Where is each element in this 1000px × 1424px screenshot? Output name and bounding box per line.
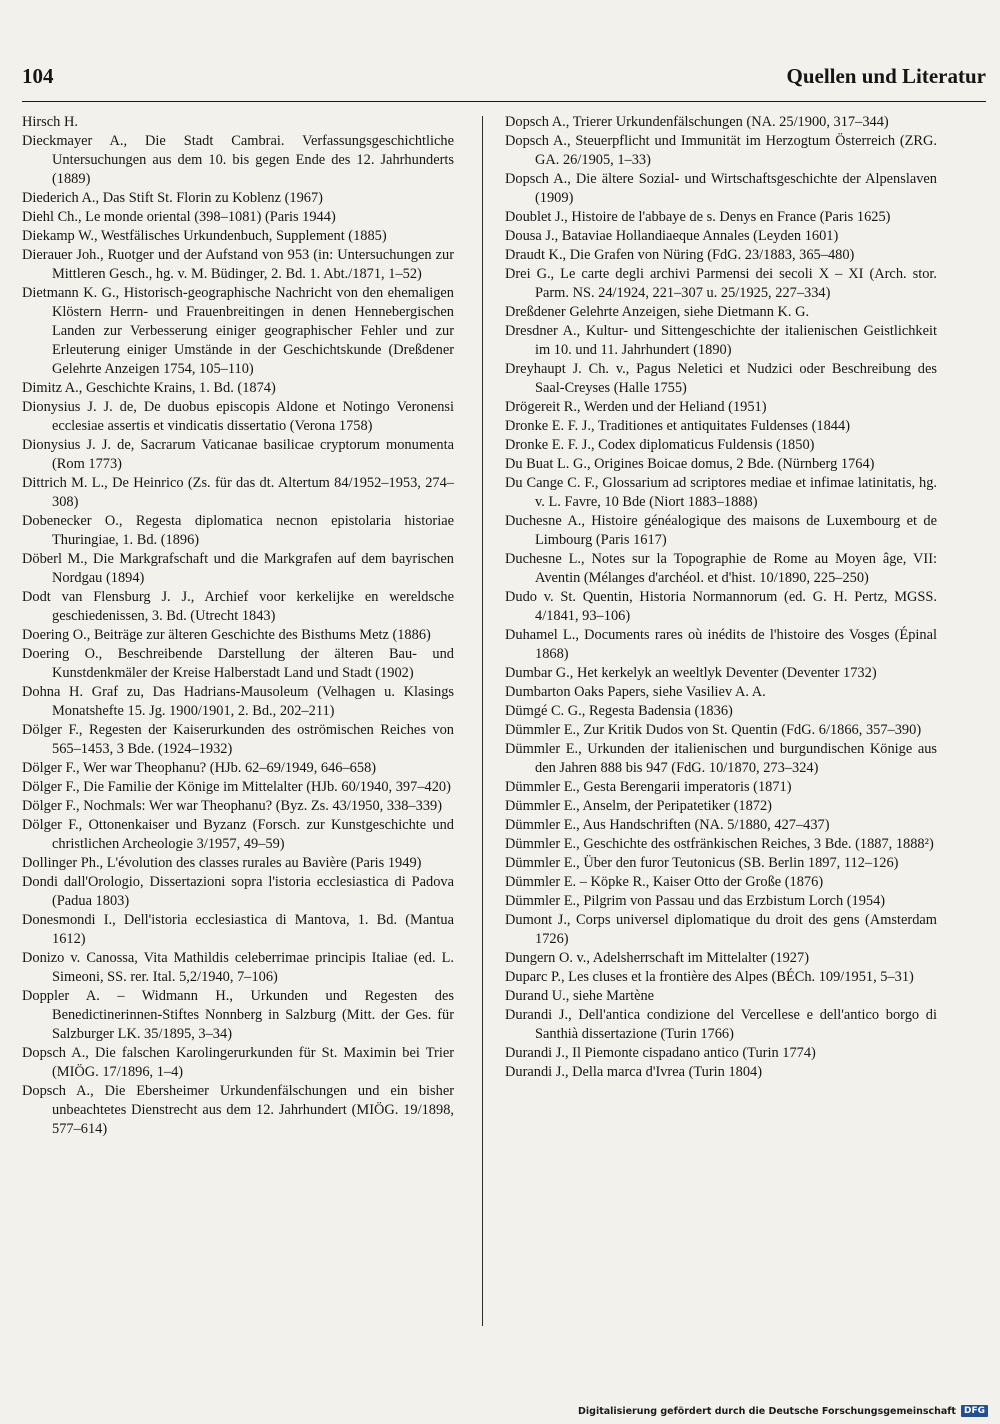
bibliography-entry: Durandi J., Dell'antica condizione del Vercellese e dell'antico borgo di Santhià dissertazione (Turin 1766) xyxy=(505,1007,937,1042)
bibliography-entry: Dümmler E., Pilgrim von Passau und das Erzbistum Lorch (1954) xyxy=(505,893,886,909)
bibliography-entry: Dionysius J. J. de, De duobus episcopis Aldone et Notingo Veronensi ecclesiae assertis et vindicatis dissertatio (Verona 1758) xyxy=(22,399,454,434)
bibliography-entry: Dollinger Ph., L'évolution des classes rurales au Bavière (Paris 1949) xyxy=(22,855,422,871)
footer-credit: Digitalisierung gefördert durch die Deutsche Forschungsgemeinschaft xyxy=(578,1405,956,1417)
bibliography-entry: Dopsch A., Trierer Urkundenfälschungen (NA. 25/1900, 317–344) xyxy=(505,114,889,130)
bibliography-entry: Dousa J., Bataviae Hollandiaeque Annales (Leyden 1601) xyxy=(505,228,839,244)
bibliography-entry: Duhamel L., Documents rares où inédits de l'histoire des Vosges (Épinal 1868) xyxy=(505,627,937,662)
bibliography-entry: Dopsch A., Steuerpflicht und Immunität im Herzogtum Österreich (ZRG. GA. 26/1905, 1–33) xyxy=(505,133,937,168)
bibliography-entry: Dreyhaupt J. Ch. v., Pagus Neletici et Nudzici oder Beschreibung des Saal-Creyses (Halle 1755) xyxy=(505,361,937,396)
bibliography-entry: Dumbar G., Het kerkelyk an weeltlyk Deventer (Deventer 1732) xyxy=(505,665,877,681)
bibliography-entry: Duchesne L., Notes sur la Topographie de Rome au Moyen âge, VII: Aventin (Mélanges d'archéol. et d'hist. 10/1890, 225–250) xyxy=(505,551,937,586)
bibliography-entry: Dreßdener Gelehrte Anzeigen, siehe Dietmann K. G. xyxy=(505,304,810,320)
header-rule xyxy=(22,101,986,102)
bibliography-entry: Dümmler E., Geschichte des ostfränkischen Reiches, 3 Bde. (1887, 1888²) xyxy=(505,836,934,852)
page-number: 104 xyxy=(22,64,54,88)
bibliography-entry: Doublet J., Histoire de l'abbaye de s. Denys en France (Paris 1625) xyxy=(505,209,891,225)
bibliography-entry: Doering O., Beschreibende Darstellung der älteren Bau- und Kunstdenkmäler der Kreise Halberstadt Land und Stadt (1902) xyxy=(22,646,454,681)
bibliography-entry: Dölger F., Ottonenkaiser und Byzanz (Forsch. zur Kunstgeschichte und christlichen Archeologie 3/1957, 49–59) xyxy=(22,817,454,852)
right-column xyxy=(505,113,937,1082)
bibliography-entry: Dungern O. v., Adelsherrschaft im Mittelalter (1927) xyxy=(505,950,809,966)
bibliography-entry: Durandi J., Il Piemonte cispadano antico (Turin 1774) xyxy=(505,1045,816,1061)
bibliography-entry: Dondi dall'Orologio, Dissertazioni sopra l'istoria ecclesiastica di Padova (Padua 1803) xyxy=(22,874,454,909)
bibliography-entry: Dölger F., Die Familie der Könige im Mittelalter (HJb. 60/1940, 397–420) xyxy=(22,779,451,795)
bibliography-entry: Döberl M., Die Markgrafschaft und die Markgrafen auf dem bayrischen Nordgau (1894) xyxy=(22,551,454,586)
bibliography-entry: Diederich A., Das Stift St. Florin zu Koblenz (1967) xyxy=(22,190,323,206)
bibliography-entry: Duparc P., Les cluses et la frontière des Alpes (BÉCh. 109/1951, 5–31) xyxy=(505,969,914,985)
bibliography-entry: Dudo v. St. Quentin, Historia Normannorum (ed. G. H. Pertz, MGSS. 4/1841, 93–106) xyxy=(505,589,937,624)
bibliography-entry: Diekamp W., Westfälisches Urkundenbuch, Supplement (1885) xyxy=(22,228,387,244)
bibliography-entry: Dümmler E., Anselm, der Peripatetiker (1872) xyxy=(505,798,772,814)
bibliography-entry: Dopsch A., Die ältere Sozial- und Wirtschaftsgeschichte der Alpenslaven (1909) xyxy=(505,171,937,206)
bibliography-entry: Dionysius J. J. de, Sacrarum Vaticanae basilicae cryptorum monumenta (Rom 1773) xyxy=(22,437,454,472)
bibliography-entry: Dölger F., Regesten der Kaiserurkunden des oströmischen Reiches von 565–1453, 3 Bde. (1924–1932) xyxy=(22,722,454,757)
bibliography-entry: Dresdner A., Kultur- und Sittengeschichte der italienischen Geistlichkeit im 10. und 11. Jahrhundert (1890) xyxy=(505,323,937,358)
bibliography-entry: Hirsch H. xyxy=(22,114,78,130)
bibliography-entry: Doppler A. – Widmann H., Urkunden und Regesten des Benedictinerinnen-Stiftes Nonnberg in Salzburg (Mitt. der Ges. für Salzburger LK. 35/1895, 3–34) xyxy=(22,988,454,1042)
bibliography-entry: Dierauer Joh., Ruotger und der Aufstand von 953 (in: Untersuchungen zur Mittleren Gesch., hg. v. M. Büdinger, 2. Bd. 1. Abt./1871, 1–52) xyxy=(22,247,454,282)
bibliography-entry: Dietmann K. G., Historisch-geographische Nachricht von den ehemaligen Klöstern Herrn- und Frauenbreitingen in denen Hennebergischen Landen zur Verbesserung einiger geographischer Fehler und zur Erleuterung einiger Umstände in der Geschichtskunde (Dreßdener Gelehrte Anzeigen 1754, 105–110) xyxy=(22,285,454,377)
left-column xyxy=(22,113,454,1139)
bibliography-entry: Dümmler E. – Köpke R., Kaiser Otto der Große (1876) xyxy=(505,874,824,890)
page-header xyxy=(22,64,986,94)
bibliography-entry: Dumont J., Corps universel diplomatique du droit des gens (Amsterdam 1726) xyxy=(505,912,937,947)
bibliography-entry: Donesmondi I., Dell'istoria ecclesiastica di Mantova, 1. Bd. (Mantua 1612) xyxy=(22,912,454,947)
bibliography-entry: Doering O., Beiträge zur älteren Geschichte des Bisthums Metz (1886) xyxy=(22,627,431,643)
dfg-logo: DFG xyxy=(961,1405,988,1417)
bibliography-entry: Dittrich M. L., De Heinrico (Zs. für das dt. Altertum 84/1952–1953, 274–308) xyxy=(22,475,454,510)
bibliography-entry: Dohna H. Graf zu, Das Hadrians-Mausoleum (Velhagen u. Klasings Monatshefte 15. Jg. 1900/1901, 2. Bd., 202–211) xyxy=(22,684,454,719)
bibliography-entry: Dümgé C. G., Regesta Badensia (1836) xyxy=(505,703,733,719)
bibliography-entry: Du Buat L. G., Origines Boicae domus, 2 Bde. (Nürnberg 1764) xyxy=(505,456,875,472)
digitization-footer xyxy=(578,1404,988,1418)
running-title: Quellen und Literatur xyxy=(786,64,986,88)
bibliography-entry: Du Cange C. F., Glossarium ad scriptores mediae et infimae latinitatis, hg. v. L. Favre, 10 Bde (Niort 1883–1888) xyxy=(505,475,937,510)
bibliography-entry: Diehl Ch., Le monde oriental (398–1081) (Paris 1944) xyxy=(22,209,336,225)
bibliography-entry: Dümmler E., Urkunden der italienischen und burgundischen Könige aus den Jahren 888 bis 947 (FdG. 10/1870, 273–324) xyxy=(505,741,937,776)
bibliography-entry: Dümmler E., Gesta Berengarii imperatoris (1871) xyxy=(505,779,792,795)
bibliography-entry: Donizo v. Canossa, Vita Mathildis celeberrimae principis Italiae (ed. L. Simeoni, SS. rer. Ital. 5,2/1940, 7–106) xyxy=(22,950,454,985)
bibliography-entry: Dölger F., Wer war Theophanu? (HJb. 62–69/1949, 646–658) xyxy=(22,760,377,776)
bibliography-entry: Dümmler E., Aus Handschriften (NA. 5/1880, 427–437) xyxy=(505,817,830,833)
bibliography-entry: Dronke E. F. J., Codex diplomaticus Fuldensis (1850) xyxy=(505,437,815,453)
column-divider xyxy=(482,116,483,1326)
bibliography-entry: Dopsch A., Die falschen Karolingerurkunden für St. Maximin bei Trier (MIÖG. 17/1896, 1–4) xyxy=(22,1045,454,1080)
bibliography-entry: Dölger F., Nochmals: Wer war Theophanu? (Byz. Zs. 43/1950, 338–339) xyxy=(22,798,443,814)
bibliography-entry: Durandi J., Della marca d'Ivrea (Turin 1804) xyxy=(505,1064,763,1080)
bibliography-entry: Drögereit R., Werden und der Heliand (1951) xyxy=(505,399,767,415)
bibliography-entry: Dümmler E., Über den furor Teutonicus (SB. Berlin 1897, 112–126) xyxy=(505,855,899,871)
bibliography-entry: Durand U., siehe Martène xyxy=(505,988,655,1004)
bibliography-entry: Dronke E. F. J., Traditiones et antiquitates Fuldenses (1844) xyxy=(505,418,850,434)
bibliography-entry: Dobenecker O., Regesta diplomatica necnon epistolaria historiae Thuringiae, 1. Bd. (1896) xyxy=(22,513,454,548)
bibliography-entry: Dimitz A., Geschichte Krains, 1. Bd. (1874) xyxy=(22,380,276,396)
bibliography-entry: Duchesne A., Histoire généalogique des maisons de Luxembourg et de Limbourg (Paris 1617) xyxy=(505,513,937,548)
bibliography-entry: Dieckmayer A., Die Stadt Cambrai. Verfassungsgeschichtliche Untersuchungen aus dem 10. bis gegen Ende des 12. Jahrhunderts (1889) xyxy=(22,133,454,187)
bibliography-entry: Dopsch A., Die Ebersheimer Urkundenfälschungen und ein bisher unbeachtetes Dienstrecht aus dem 12. Jahrhundert (MIÖG. 19/1898, 577–614) xyxy=(22,1083,454,1137)
bibliography-entry: Dumbarton Oaks Papers, siehe Vasiliev A. A. xyxy=(505,684,766,700)
bibliography-entry: Dümmler E., Zur Kritik Dudos von St. Quentin (FdG. 6/1866, 357–390) xyxy=(505,722,922,738)
bibliography-entry: Drei G., Le carte degli archivi Parmensi dei secoli X – XI (Arch. stor. Parm. NS. 24/1924, 221–307 u. 25/1925, 227–334) xyxy=(505,266,937,301)
bibliography-entry: Dodt van Flensburg J. J., Archief voor kerkelijke en wereldsche geschiedenissen, 3. Bd. (Utrecht 1843) xyxy=(22,589,454,624)
bibliography-entry: Draudt K., Die Grafen von Nüring (FdG. 23/1883, 365–480) xyxy=(505,247,855,263)
